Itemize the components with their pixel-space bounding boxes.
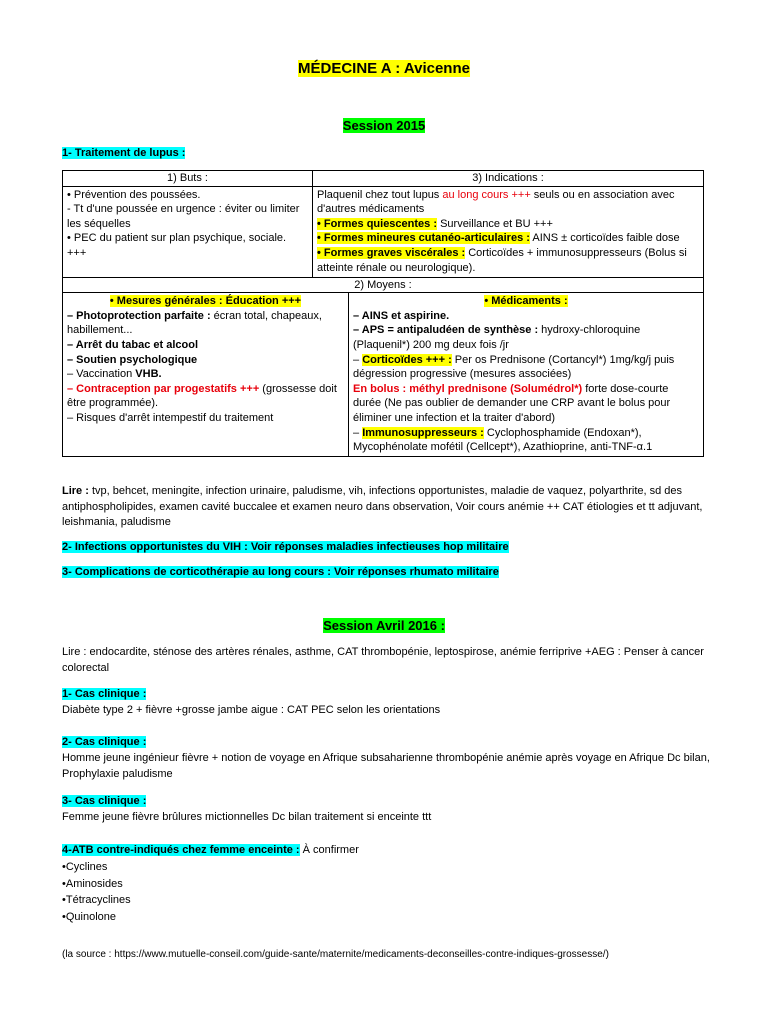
list-item: •Quinolone bbox=[62, 910, 117, 923]
mesure-item: – Soutien psychologique bbox=[67, 353, 198, 366]
moyens-header-row bbox=[63, 277, 704, 293]
case-3-text: Femme jeune fièvre brûlures mictionnelles Dc bilan traitement si enceinte ttt bbox=[62, 811, 432, 823]
mesure-item: – Contraception par progestatifs +++ (grossesse doit être programmée). bbox=[67, 382, 337, 410]
buts-item: • Prévention des poussées. bbox=[67, 188, 201, 201]
medicament-item: – AINS et aspirine. bbox=[353, 309, 450, 322]
lire-paragraph: Lire : tvp, behcet, meningite, infection urinaire, paludisme, vih, infections opportunistes, maladie de vaquez, polyarthrite, sd des antiphospholipides, examen cavité buccalee et examen neuro dans observation, Voir cours anémie ++ CAT étiologies et tt adjuvant, leishmania, paludisme bbox=[62, 485, 703, 528]
medicament-item: En bolus : méthyl prednisone (Solumédrol*) forte dose-courte durée (Ne pas oublier de demander une CRP avant le bolus pour éliminer une infection et la traiter d'abord) bbox=[353, 382, 671, 424]
session-2016-heading: Session Avril 2016 : bbox=[323, 618, 445, 633]
case-2-title: 2- Cas clinique : bbox=[62, 736, 147, 748]
medicament-item: – Immunosuppresseurs : Cyclophosphamide (Endoxan*), Mycophénolate mofétil (Cellcept*), Azathioprine, anti-TNF-α.1 bbox=[353, 426, 653, 454]
medicaments-header: • Médicaments : bbox=[484, 295, 568, 308]
indications-cell bbox=[313, 186, 704, 277]
mesure-item: – Risques d'arrêt intempestif du traitement bbox=[67, 411, 274, 424]
case-2-text: Homme jeune ingénieur fièvre + notion de voyage en Afrique subsaharienne thrombopénie anémie après voyage en Afrique Dc bilan, Prophylaxie paludisme bbox=[62, 752, 710, 780]
list-item: •Tétracyclines bbox=[62, 894, 131, 906]
case-1-text: Diabète type 2 + fièvre +grosse jambe aigue : CAT PEC selon les orientations bbox=[62, 704, 441, 716]
indication-quiescentes: • Formes quiescentes : Surveillance et BU +++ bbox=[317, 217, 553, 230]
indication-graves: • Formes graves viscérales : Corticoïdes + immunosuppresseurs (Bolus si atteinte rénale ou neurologique). bbox=[317, 246, 687, 274]
page-title: MÉDECINE A : Avicenne bbox=[298, 60, 470, 77]
table-row-buts-indications bbox=[63, 186, 704, 277]
lupus-table bbox=[62, 170, 704, 457]
buts-item: • PEC du patient sur plan psychique, sociale. +++ bbox=[67, 232, 287, 259]
list-item: •Cyclines bbox=[62, 861, 108, 873]
section-corticotherapie-title: 3- Complications de corticothérapie au long cours : Voir réponses rhumato militaire bbox=[62, 566, 499, 578]
mesures-header: • Mesures générales : Éducation +++ bbox=[109, 295, 302, 308]
case-1-title: 1- Cas clinique : bbox=[62, 688, 147, 700]
session-2015-heading: Session 2015 bbox=[342, 118, 426, 133]
table-header-row bbox=[63, 171, 704, 187]
mesure-item: – Arrêt du tabac et alcool bbox=[67, 338, 199, 351]
medicament-item: – APS = antipaludéen de synthèse : hydroxy-chloroquine (Plaquenil*) 200 mg deux fois /jr bbox=[353, 324, 641, 351]
section-vih-title: 2- Infections opportunistes du VIH : Voir réponses maladies infectieuses hop militaire bbox=[62, 541, 509, 553]
atb-list bbox=[62, 859, 722, 925]
buts-header: 1) Buts : bbox=[63, 171, 313, 187]
indication-mineures: • Formes mineures cutanéo-articulaires : AINS ± corticoïdes faible dose bbox=[317, 232, 680, 245]
lire-2016-paragraph: Lire : endocardite, sténose des artères rénales, asthme, CAT thrombopénie, leptospirose, anémie ferriprive +AEG : Penser à cancer colorectal bbox=[62, 646, 704, 674]
case-3-title: 3- Cas clinique : bbox=[62, 795, 147, 807]
section-lupus-title: 1- Traitement de lupus : bbox=[62, 147, 186, 159]
moyens-header: 2) Moyens : bbox=[63, 277, 704, 293]
list-item: •Aminosides bbox=[62, 877, 123, 890]
medicaments-cell bbox=[349, 293, 704, 457]
table-row-moyens bbox=[63, 293, 704, 457]
mesures-cell bbox=[63, 293, 349, 457]
mesure-item: – Vaccination VHB. bbox=[67, 368, 162, 381]
medicament-item: – Corticoïdes +++ : Per os Prednisone (Cortancyl*) 1mg/kg/j puis dégression progressive (mesures associées) bbox=[353, 353, 675, 381]
indications-header: 3) Indications : bbox=[313, 171, 704, 187]
atb-title-line: 4-ATB contre-indiqués chez femme enceinte : À confirmer bbox=[62, 844, 359, 856]
buts-item: - Tt d'une poussée en urgence : éviter ou limiter les séquelles bbox=[67, 203, 300, 230]
indications-intro: Plaquenil chez tout lupus au long cours +++ seuls ou en association avec d'autres médicaments bbox=[317, 188, 675, 216]
source-note: (la source : https://www.mutuelle-conseil.com/guide-sante/maternite/medicaments-deconseilles-contre-indiques-grossesse/) bbox=[62, 949, 609, 960]
buts-cell bbox=[63, 186, 313, 277]
mesure-item: – Photoprotection parfaite : écran total, chapeaux, habillement... bbox=[67, 309, 322, 337]
